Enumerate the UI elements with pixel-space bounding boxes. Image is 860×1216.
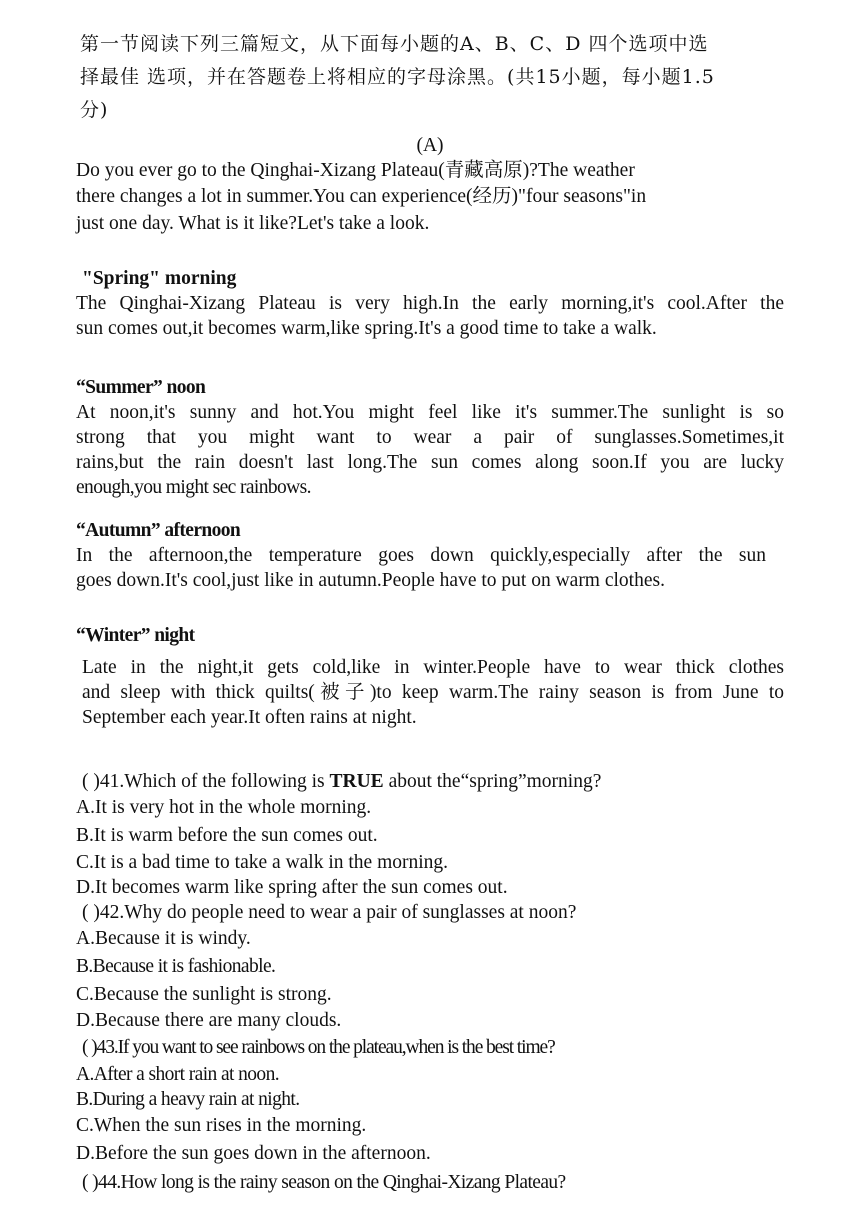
answer-option: A.It is very hot in the whole morning. (76, 797, 372, 818)
answer-option: D.It becomes warm like spring after the sun comes out. (76, 877, 508, 898)
section-line: strong that you might want to wear a pair of sunglasses.Sometimes,it (76, 427, 784, 448)
section-heading: “Autumn” afternoon (76, 520, 241, 541)
section-line: goes down.It's cool,just like in autumn.People have to put on warm clothes. (76, 570, 665, 591)
answer-option: B.It is warm before the sun comes out. (76, 825, 378, 846)
instruction-line: 择最佳 选项，并在答题卷上将相应的字母涂黑。(共15小题，每小题1.5 (80, 66, 715, 88)
intro-line: just one day. What is it like?Let's take a look. (76, 213, 430, 234)
section-line: In the afternoon,the temperature goes down quickly,especially after the sun (76, 545, 766, 566)
question-stem: ( )43.If you want to see rainbows on the plateau,when is the best time? (82, 1037, 555, 1058)
question-stem (76, 769, 784, 794)
section-autumn (76, 519, 784, 593)
section-winter (76, 624, 784, 648)
section-heading: “Winter” night (76, 625, 195, 646)
section-heading: “Summer” noon (76, 377, 206, 398)
intro-line: there changes a lot in summer.You can experience(经历)"four seasons"in (76, 186, 647, 207)
section-line: rains,but the rain doesn't last long.The sun comes along soon.If you are lucky (76, 452, 784, 473)
section-line: sun comes out,it becomes warm,like spring.It's a good time to take a walk. (76, 318, 657, 339)
section-winter-body (82, 655, 784, 730)
section-line: September each year.It often rains at night. (82, 707, 417, 728)
question-stem: ( )44.How long is the rainy season on the Qinghai-Xizang Plateau? (82, 1172, 566, 1193)
answer-option: B.During a heavy rain at night. (76, 1089, 300, 1110)
passage-label-wrap (76, 133, 784, 158)
question-stem-post: about the“spring”morning? (383, 771, 602, 792)
intro-paragraph (76, 158, 784, 237)
section-line: Late in the night,it gets cold,like in winter.People have to wear thick clothes (82, 657, 784, 678)
answer-option: A.After a short rain at noon. (76, 1064, 279, 1085)
instruction-line: 分) (80, 99, 109, 121)
question-stem-pre: ( )41.Which of the following is (82, 771, 330, 792)
section-line: The Qinghai-Xizang Plateau is very high.In the early morning,it's cool.After the (76, 293, 784, 314)
answer-option: B.Because it is fashionable. (76, 956, 276, 977)
section-heading: "Spring" morning (82, 268, 237, 289)
answer-option: A.Because it is windy. (76, 928, 251, 949)
section-line: and sleep with thick quilts(被子)to keep warm.The rainy season is from June to (82, 682, 784, 703)
instruction-line: 第一节阅读下列三篇短文，从下面每小题的A、B、C、D 四个选项中选 (80, 33, 709, 55)
instructions (80, 28, 780, 127)
intro-line: Do you ever go to the Qinghai-Xizang Plateau(青藏高原)?The weather (76, 160, 635, 181)
questions (76, 769, 784, 1198)
answer-option: C.Because the sunlight is strong. (76, 984, 332, 1005)
question-stem-emphasis: TRUE (329, 771, 384, 792)
section-line: enough,you might sec rainbows. (76, 477, 311, 498)
section-spring (76, 267, 784, 341)
answer-option: C.When the sun rises in the morning. (76, 1115, 367, 1136)
answer-option: D.Before the sun goes down in the afternoon. (76, 1143, 431, 1164)
answer-option: D.Because there are many clouds. (76, 1010, 342, 1031)
section-line: At noon,it's sunny and hot.You might feel like it's summer.The sunlight is so (76, 402, 784, 423)
answer-option: C.It is a bad time to take a walk in the morning. (76, 852, 449, 873)
section-summer (76, 376, 784, 500)
passage-label: (A) (416, 135, 444, 156)
question-stem: ( )42.Why do people need to wear a pair of sunglasses at noon? (82, 902, 577, 923)
